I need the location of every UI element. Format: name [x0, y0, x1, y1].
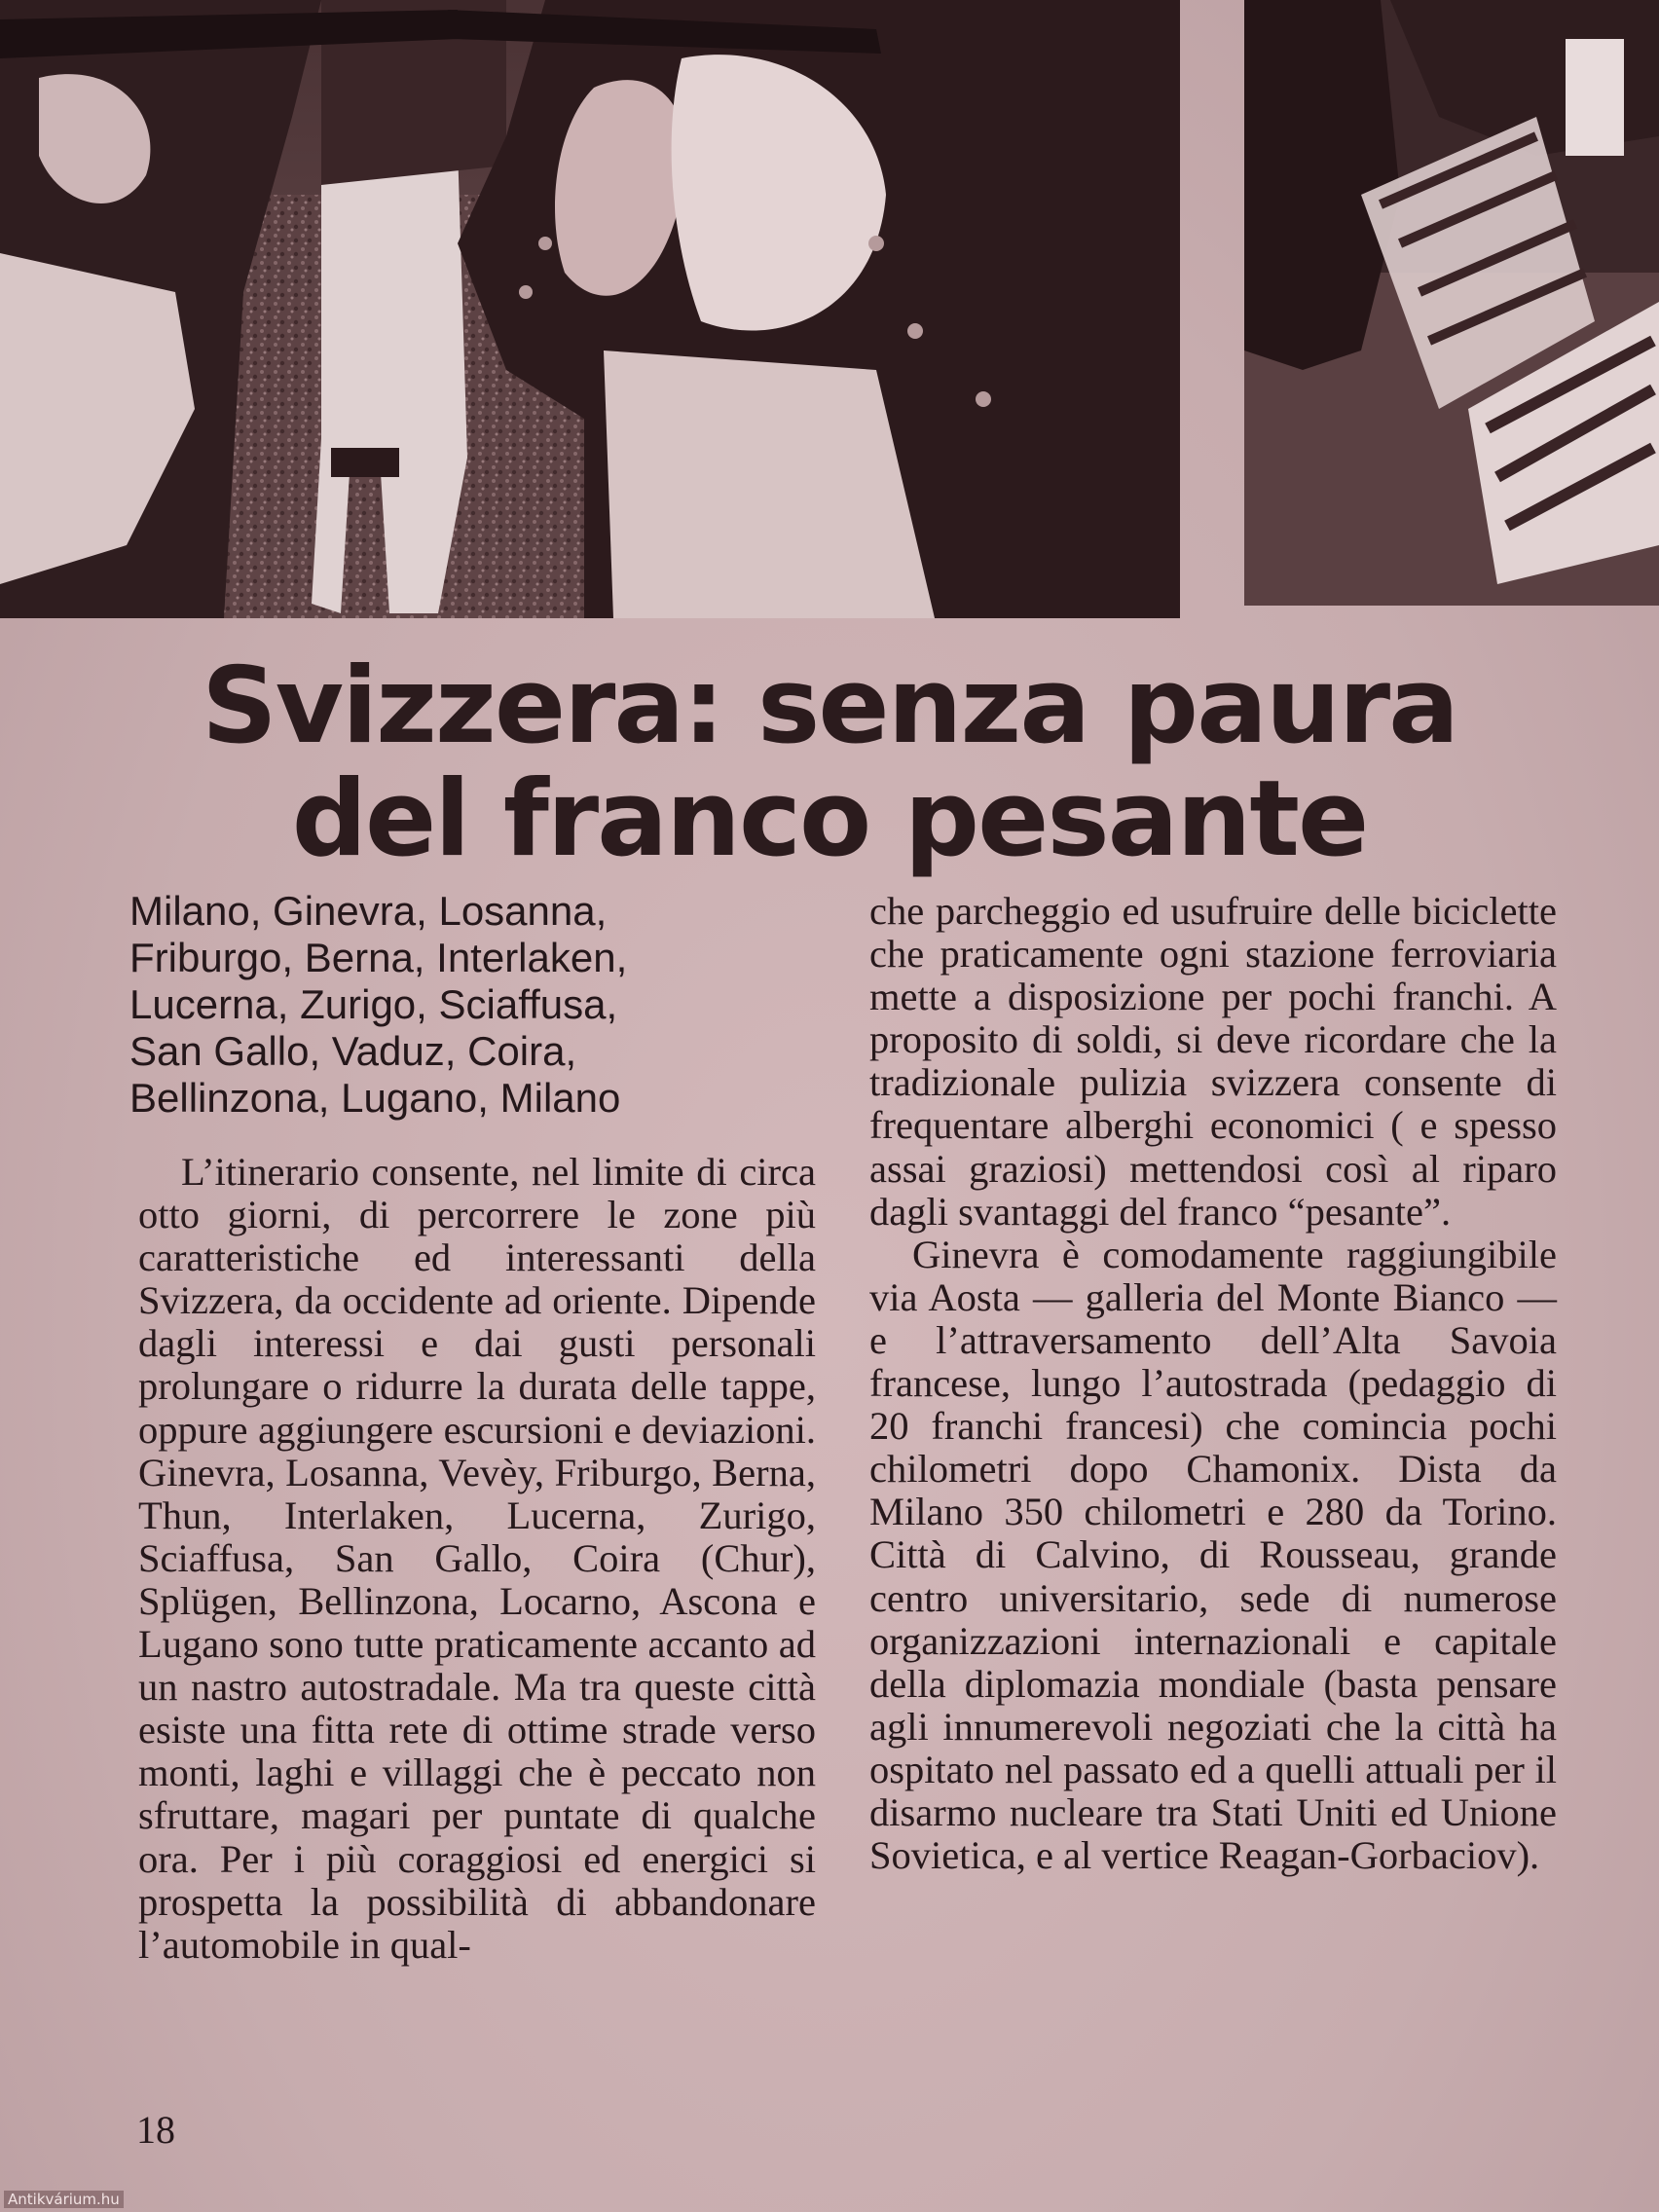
photo-fife-players: [0, 0, 1180, 618]
body-paragraph: che parcheggio ed usufruire delle biciclette che praticamente ogni stazione ferroviaria mette a disposizione per pochi franchi. A proposito di soldi, si deve ricordare che la tradizionale pulizia svizzera consente di frequentare alberghi economici ( e spesso assai graziosi) mettendosi così al riparo dagli svantaggi del franco “pesante”.: [869, 889, 1557, 1234]
headline-line-1: Svizzera: senza paura: [201, 645, 1458, 767]
itinerary-line: San Gallo, Vaduz, Coira,: [129, 1028, 577, 1074]
body-paragraph: L’itinerario consente, nel limite di circa otto giorni, di percorrere le zone più caratteristiche ed interessanti della Svizzera, da occidente ad oriente. Dipende dagli interessi e dai gusti personali prolungare o ridurre la durata delle tappe, oppure aggiungere escursioni e deviazioni. Ginevra, Losanna, Vevèy, Friburgo, Berna, Thun, Interlaken, Lucerna, Zurigo, Sciaffusa, San Gallo, Coira (Chur), Splügen, Bellinzona, Locarno, Ascona e Lugano sono tutte praticamente accanto ad un nastro autostradale. Ma tra queste città esiste una fitta rete di ottime strade verso monti, laghi e villaggi che è peccato non sfruttare, magari per puntate di qualche ora. Per i più coraggiosi ed energici si prospetta la possibilità di abbandonare l’automobile in qual-: [138, 1150, 816, 1967]
itinerary-line: Lucerna, Zurigo, Sciaffusa,: [129, 981, 618, 1027]
article-headline: [0, 645, 1659, 880]
body-column-left: [138, 1151, 816, 1967]
itinerary-line: Milano, Ginevra, Losanna,: [129, 888, 608, 934]
page-number: 18: [136, 2108, 175, 2152]
itinerary-list: [129, 888, 772, 1122]
itinerary-line: Bellinzona, Lugano, Milano: [129, 1075, 621, 1121]
headline-line-2: del franco pesante: [291, 758, 1368, 880]
body-column-right: [869, 890, 1557, 1877]
watermark: Antikvárium.hu: [4, 2191, 124, 2208]
body-paragraph: Ginevra è comodamente raggiungibile via Aosta — galleria del Monte Bianco — e l’attraversamento dell’Alta Savoia francese, lungo l’autostrada (pedaggio di 20 franchi francesi) che comincia pochi chilometri dopo Chamonix. Dista da Milano 350 chilometri e 280 da Torino. Città di Calvino, di Rousseau, grande centro universitario, sede di numerose organizzazioni internazionali e capitale della diplomazia mondiale (basta pensare agli innumerevoli negoziati che la città ha ospitato nel passato ed a quelli attuali per il disarmo nucleare tra Stati Uniti ed Unione Sovietica, e al vertice Reagan-Gorbaciov).: [869, 1232, 1557, 1878]
itinerary-line: Friburgo, Berna, Interlaken,: [129, 935, 628, 980]
photo-drummers: [1244, 0, 1659, 606]
